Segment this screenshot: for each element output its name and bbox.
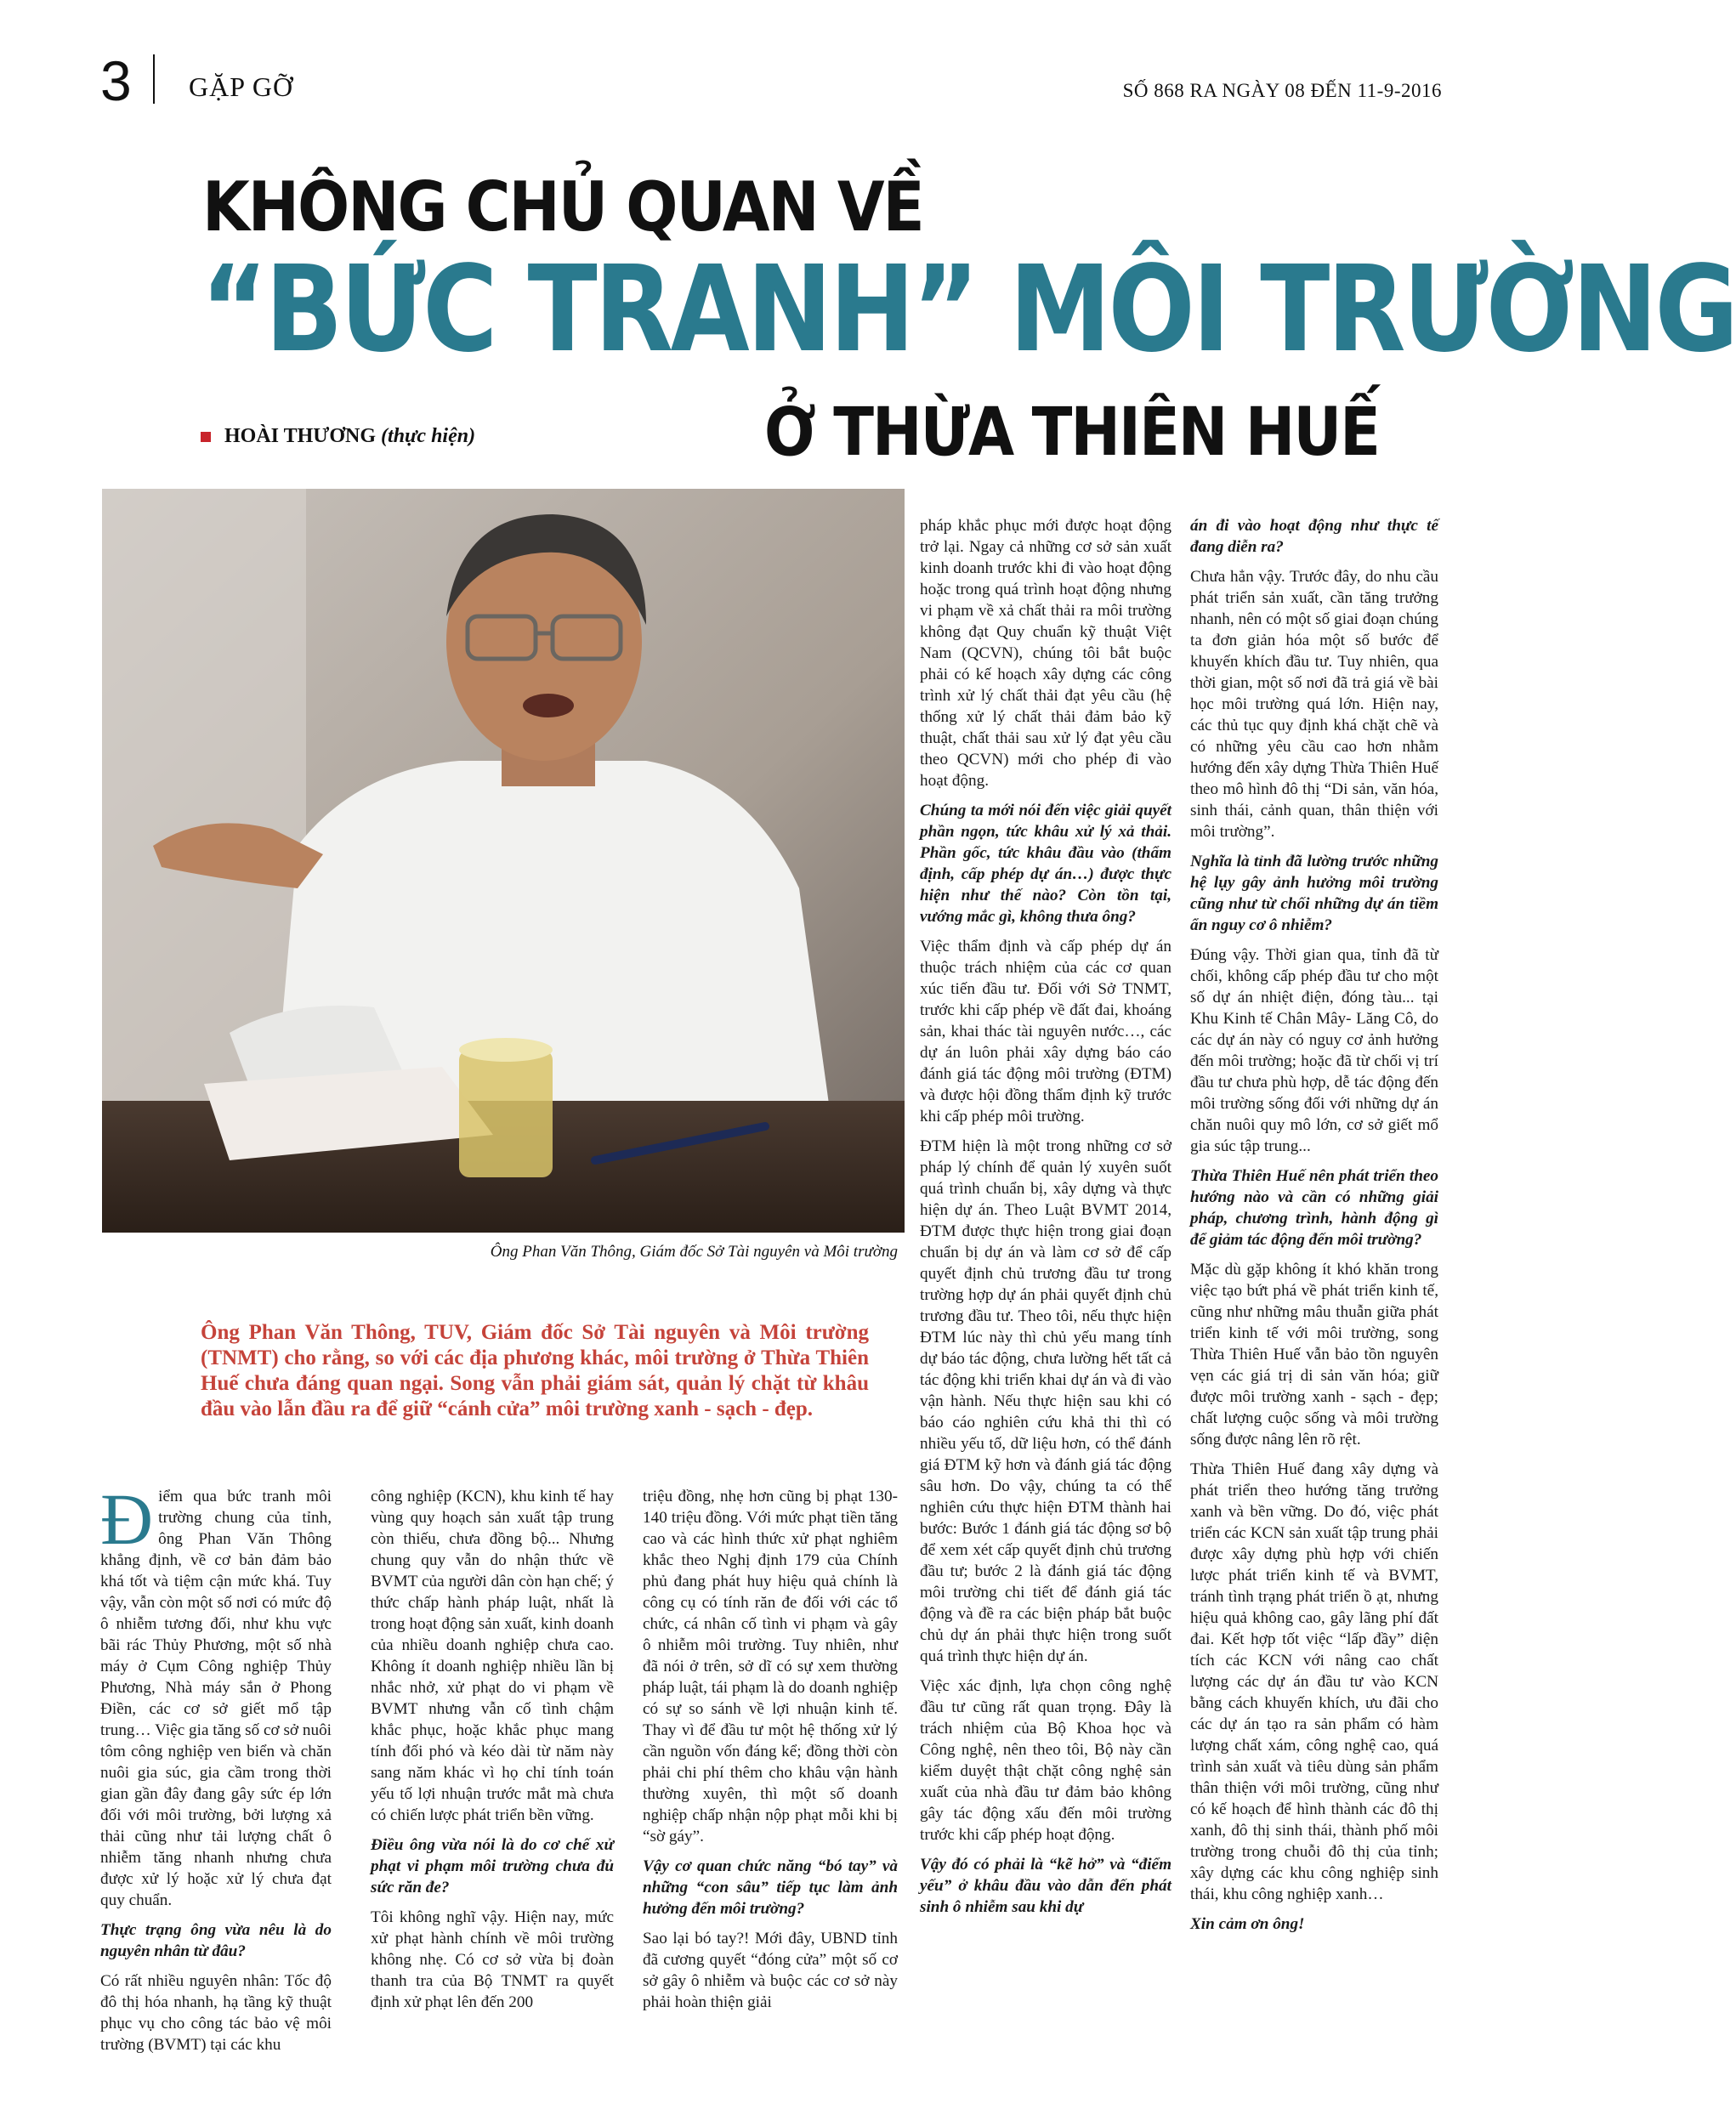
header-divider (153, 54, 155, 104)
photo-caption: Ông Phan Văn Thông, Giám đốc Sở Tài nguyên và Môi trường (490, 1243, 898, 1261)
paragraph: pháp khắc phục mới được hoạt động trở lại. Ngay cả những cơ sở sản xuất kinh doanh trước khi đi vào hoạt động hoặc trong quá trình hoạt động nhưng vi phạm về xả chất thải ra môi trường không đạt Quy chuẩn kỹ thuật Việt Nam (QCVN), chúng tôi bắt buộc phải có kế hoạch xây dựng các công trình xử lý chất thải đạt yêu cầu (hệ thống xử lý chất thải đảm bảo kỹ thuật, chất thải sau xử lý đạt yêu cầu theo QCVN) mới cho phép đi vào hoạt động. (920, 517, 1172, 790)
interview-question: Vậy cơ quan chức năng “bó tay” và những “con sâu” tiếp tục làm ảnh hưởng đến môi trường? (643, 1857, 898, 1918)
byline (201, 425, 475, 448)
paragraph: Đúng vậy. Thời gian qua, tỉnh đã từ chối, không cấp phép đầu tư cho một số dự án nhiệt điện, đóng tàu... tại Khu Kinh tế Chân Mây- Lăng Cô, do các dự án này có nguy cơ ảnh hưởng đến môi trường; hoặc đã từ chối vị trí đầu tư chưa phù hợp, dễ tác động đến môi trường sống đối với những dự án chăn nuôi quy mô lớn, cơ sở giết mổ gia súc tập trung... (1190, 946, 1438, 1155)
paragraph: Thừa Thiên Huế đang xây dựng và phát triển theo hướng tăng trưởng xanh và bền vững. Do đó, việc phát triển các KCN sản xuất tập trung phải được xây dựng phù hợp với chiến lược phát triển kinh tế và BVMT, tránh tình trạng phát triển ồ ạt, nhưng hiệu quả không cao, gây lãng phí đất đai. Kết hợp tốt việc “lấp đầy” diện tích các KCN với nâng cao chất lượng các dự án đầu tư vào KCN bằng cách khuyến khích, ưu đãi cho các dự án tạo ra sản phẩm có hàm lượng chất xám, công nghệ cao, quá trình sản xuất và tiêu dùng sản phẩm thân thiện với môi trường, cũng như có kế hoạch để hình thành các đô thị xanh, đô thị sinh thái, thành phố môi trường trong chuỗi đô thị của tỉnh; xây dựng các khu công nghiệp sinh thái, khu công nghiệp xanh… (1190, 1460, 1438, 1903)
paragraph: Mặc dù gặp không ít khó khăn trong việc tạo bứt phá về phát triển kinh tế, cũng như những mâu thuẫn giữa phát triển kinh tế với môi trường, song Thừa Thiên Huế vẫn bảo tồn nguyên vẹn các giá trị di sản văn hóa; giữ được môi trường xanh - sạch - đẹp; chất lượng cuộc sống và môi trường sống được nâng lên rõ rệt. (1190, 1261, 1438, 1449)
paragraph-text: iểm qua bức tranh môi trường chung của tỉnh, ông Phan Văn Thông khẳng định, về cơ bản đảm bảo khá tốt và tiệm cận mức khá. Tuy vậy, vẫn còn một số nơi có mức độ ô nhiễm tương đối, như khu vực bãi rác Thủy Phương, một số nhà máy ở Cụm Công nghiệp Thủy Phương, Nhà máy sắn ở Phong Điền, các cơ sở giết mổ tập trung… Việc gia tăng số cơ sở nuôi tôm công nghiệp ven biển và chăn nuôi gia súc, gia cầm trong thời gian gần đây đang gây sức ép lớn đối với môi trường, bởi lượng xả thải cũng như tải lượng chất ô nhiễm tăng nhanh nhưng chưa được xử lý hoặc xử lý chưa đạt quy chuẩn. (100, 1488, 332, 1909)
interview-question: Điều ông vừa nói là do cơ chế xử phạt vi phạm môi trường chưa đủ sức răn đe? (371, 1836, 614, 1896)
paragraph: Tôi không nghĩ vậy. Hiện nay, mức xử phạt hành chính về môi trường không nhẹ. Có cơ sở vừa bị đoàn thanh tra của Bộ TNMT ra quyết định xử phạt lên đến 200 (371, 1908, 614, 2011)
issue-info: SỐ 868 RA NGÀY 08 ĐẾN 11-9-2016 (1122, 80, 1442, 101)
interview-question: Thực trạng ông vừa nêu là do nguyên nhân từ đâu? (100, 1921, 332, 1960)
paragraph: triệu đồng, nhẹ hơn cũng bị phạt 130-140 triệu đồng. Với mức phạt tiền tăng cao và các hình thức xử phạt nghiêm khắc theo Nghị định 179 của Chính phủ đang phát huy hiệu quả chính là công cụ có tính răn đe đối với các tổ chức, cá nhân cố tình vi phạm và gây ô nhiễm môi trường. Tuy nhiên, như đã nói ở trên, sở dĩ có sự xem thường pháp luật, tái phạm là do doanh nghiệp có sự so sánh về lợi nhuận kinh tế. Thay vì để đầu tư một hệ thống xử lý cần nguồn vốn đáng kể; đồng thời còn phải chi phí thêm cho khâu vận hành thường xuyên, thì một số doanh nghiệp chấp nhận nộp phạt mỗi khi bị “sờ gáy”. (643, 1488, 898, 1845)
paragraph: công nghiệp (KCN), khu kinh tế hay vùng quy hoạch sản xuất tập trung còn thiếu, chưa đồng bộ... Nhưng chung quy vẫn do nhận thức về BVMT của người dân còn hạn chế; ý thức chấp hành pháp luật, nhất là trong hoạt động sản xuất, kinh doanh của nhiều doanh nghiệp chưa cao. Không ít doanh nghiệp nhiều lần bị nhắc nhở, xử phạt do vi phạm về BVMT nhưng vẫn cố tình chậm khắc phục, hoặc khắc phục mang tính đối phó và kéo dài từ năm này sang năm khác vì họ chỉ tính toán yếu tố lợi nhuận trước mắt mà chưa có chiến lược phát triển bền vững. (371, 1488, 614, 1824)
byline-marker-icon (201, 432, 211, 442)
article-column-5 (1190, 515, 1438, 1943)
interview-question: Chúng ta mới nói đến việc giải quyết phần ngọn, tức khâu xử lý xả thải. Phần gốc, tức khâu đầu vào (thẩm định, cấp phép dự án…) được thực hiện như thế nào? Còn tồn tại, vướng mắc gì, không thưa ông? (920, 802, 1172, 926)
article-column-4 (920, 515, 1172, 1926)
portrait-illustration (102, 489, 905, 1233)
section-label: GẶP GỠ (189, 71, 294, 102)
paragraph: Sao lại bó tay?! Mới đây, UBND tỉnh đã cương quyết “đóng cửa” một số cơ sở gây ô nhiễm và buộc các cơ sở này phải hoàn thiện giải (643, 1930, 898, 2011)
headline-line-2: “BỨC TRANH” MÔI TRƯỜNG (201, 241, 1736, 379)
interview-question: Thừa Thiên Huế nên phát triển theo hướng nào và cần có những giải pháp, chương trình, hành động gì để giảm tác động đến môi trường? (1190, 1167, 1438, 1249)
article-column-3 (643, 1486, 898, 2021)
headline-line-3: Ở THỪA THIÊN HUẾ (763, 393, 1379, 471)
closing-line: Xin cảm ơn ông! (1190, 1915, 1305, 1933)
paragraph: Chưa hẳn vậy. Trước đây, do nhu cầu phát triển sản xuất, cần tăng trưởng nhanh, nên có một số giai đoạn chúng ta đơn giản hóa một số bước để khuyến khích đầu tư. Tuy nhiên, qua thời gian, một số nơi đã trả giá về bài học môi trường quá lớn. Hiện nay, các thủ tục quy định khá chặt chẽ và có những yêu cầu cao hơn nhằm hướng đến xây dựng Thừa Thiên Huế theo mô hình đô thị “Di sản, văn hóa, sinh thái, cảnh quan, thân thiện với môi trường”. (1190, 568, 1438, 841)
drop-cap: Đ (100, 1478, 154, 1560)
interview-question: Nghĩa là tỉnh đã lường trước những hệ lụy gây ảnh hưởng môi trường cũng như từ chối những dự án tiềm ẩn nguy cơ ô nhiễm? (1190, 853, 1438, 934)
paragraph: ĐTM hiện là một trong những cơ sở pháp lý chính để quản lý xuyên suốt quá trình chuẩn bị, xây dựng và thực hiện dự án. Theo Luật BVMT 2014, ĐTM được thực hiện trong giai đoạn chuẩn bị dự án và làm cơ sở để cấp quyết định chủ trương đầu tư trong trường hợp dự án phải quyết định chủ trương đầu tư. Theo tôi, nếu thực hiện ĐTM lúc này thì chủ yếu mang tính dự báo tác động, chưa lường hết tất cả tác động khi triển khai dự án và đi vào vận hành. Nếu thực hiện sau khi có báo cáo nghiên cứu khả thi thì có nhiều yếu tố, dữ liệu hơn, có thể đánh giá ĐTM kỹ hơn và đánh giá tác động sâu hơn. Do vậy, chúng ta có thể nghiên cứu thực hiện ĐTM thành hai bước: Bước 1 đánh giá tác động sơ bộ để xem xét cấp quyết định chủ trương đầu tư; bước 2 là đánh giá tác động môi trường chi tiết để đánh giá tác động và đề ra các biện pháp bắt buộc chủ dự án phải thực hiện trong suốt quá trình thực hiện dự án. (920, 1137, 1172, 1665)
paragraph: Việc thẩm định và cấp phép dự án thuộc trách nhiệm của các cơ quan xúc tiến đầu tư. Đối với Sở TNMT, trước khi cấp phép về đất đai, khoáng sản, khai thác tài nguyên nước…, các dự án luôn phải xây dựng báo cáo đánh giá tác động môi trường (ĐTM) và được hội đồng thẩm định kỹ trước khi cấp phép môi trường. (920, 938, 1172, 1125)
article-column-2 (371, 1486, 614, 2021)
paragraph: Có rất nhiều nguyên nhân: Tốc độ đô thị hóa nhanh, hạ tầng kỹ thuật phục vụ cho công tác bảo vệ môi trường (BVMT) tại các khu (100, 1972, 332, 2054)
headline-line-1: KHÔNG CHỦ QUAN VỀ (202, 167, 923, 247)
interview-question: Vậy đó có phải là “kẽ hở” và “điểm yếu” ở khâu đầu vào dẫn đến phát sinh ô nhiễm sau khi dự (920, 1856, 1172, 1916)
paragraph (100, 1478, 332, 1911)
byline-author: HOÀI THƯƠNG (224, 425, 377, 447)
article-column-1 (100, 1478, 332, 2064)
byline-role: (thực hiện) (381, 425, 476, 447)
interview-question: án đi vào hoạt động như thực tế đang diễn ra? (1190, 517, 1438, 556)
interview-photo (102, 489, 905, 1233)
lead-paragraph: Ông Phan Văn Thông, TUV, Giám đốc Sở Tài nguyên và Môi trường (TNMT) cho rằng, so với các địa phương khác, môi trường ở Thừa Thiên Huế chưa đáng quan ngại. Song vẫn phải giám sát, quản lý chặt từ khâu đầu vào lẫn đầu ra để giữ “cánh cửa” môi trường xanh - sạch - đẹp. (201, 1321, 869, 1420)
paragraph: Việc xác định, lựa chọn công nghệ đầu tư cũng rất quan trọng. Đây là trách nhiệm của Bộ Khoa học và Công nghệ, nên theo tôi, Bộ này cần kiểm duyệt thật chặt công nghệ sản xuất của nhà đầu tư đảm bảo không gây tác động xấu đến môi trường trước khi cấp phép hoạt động. (920, 1677, 1172, 1844)
page-number: 3 (100, 49, 132, 112)
